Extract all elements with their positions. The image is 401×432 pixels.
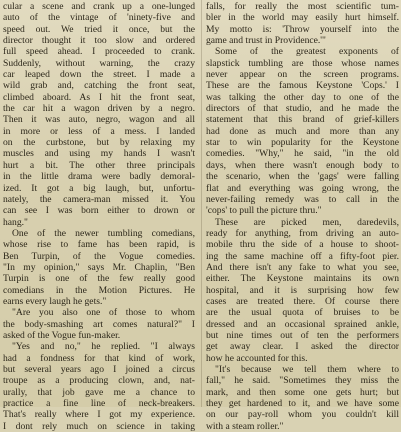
text-line: had done as much and more than any <box>206 125 399 137</box>
text-line: they get hardened to it, and we have some <box>206 398 399 410</box>
text-line: the scenario, when the 'gags' were falling <box>206 171 399 183</box>
text-line: in the little drama were badly demoral- <box>3 171 195 183</box>
text-line: Some of the greatest exponents of <box>215 46 399 58</box>
text-line: nately, the camera-man missed it. You <box>3 193 195 205</box>
text-line: bler in the world may easily hurt himself. <box>206 12 399 24</box>
text-line: "In my opinion," says Mr. Chaplin, "Ben <box>3 261 195 273</box>
text-line: ing the same machine off a fifty-foot pier. <box>206 250 399 262</box>
text-line: wild grab and, catching the front seat, <box>3 80 195 92</box>
text-line: comedies. "Why," he said, "in the old <box>206 148 399 160</box>
text-line: never appear on the screen programs. <box>206 69 399 81</box>
text-line: never-failing remedy was to call in the <box>206 193 399 205</box>
text-line: whose rise to fame has been rapid, is <box>3 239 195 251</box>
column-divider <box>201 0 202 407</box>
text-line: auto of the vintage of 'ninety-five and <box>3 12 195 24</box>
text-line: was talking the other day to one of the <box>206 91 399 103</box>
text-line: car leaped down the street. I made a <box>3 69 195 81</box>
text-line: That's really where I got my experience. <box>3 409 195 421</box>
text-line: troupe as a producing clown, and, nat- <box>3 375 195 387</box>
text-line: are the usual quota of bruises to be <box>206 307 399 319</box>
text-line: And there isn't any fake to what you see, <box>206 261 399 273</box>
text-line: flat and everything was going wrong, the <box>206 182 399 194</box>
text-line: but several years ago I joined a circus <box>3 364 195 375</box>
text-line: cular a scene and crank up a one-lunged <box>3 1 195 12</box>
text-line: star to win popularity for the Keystone <box>206 137 399 149</box>
text-line: directors of that studio, and he made the <box>206 103 399 115</box>
text-line: climbed aboard. As I hit the front seat, <box>3 91 195 103</box>
text-line: either. The Keystone maintains its own <box>206 273 399 285</box>
text-line: earns every laugh he gets." <box>3 295 107 307</box>
text-line: Ben Turpin, of the Vogue comedies. <box>3 250 195 262</box>
text-line: mark, and then some one gets hurt; but <box>206 386 399 398</box>
text-line: on the curbstone, but by relaxing my <box>3 137 195 149</box>
text-line: hospital, and it is surprising how few <box>206 284 399 296</box>
text-line: comedians in the Motion Pictures. He <box>3 284 195 296</box>
text-line: days, when there wasn't enough body to <box>206 159 399 171</box>
right-column <box>206 1 399 432</box>
text-line: ized. It got a big laugh, but, unfortu- <box>3 182 195 194</box>
text-line: fall," he said. "Sometimes they miss the <box>206 375 399 387</box>
text-line: One of the newer tumbling comedians, <box>12 227 195 239</box>
text-line: ready for anything, from driving an auto- <box>206 227 399 239</box>
text-line: how he accounted for this. <box>206 352 308 364</box>
text-line: These are the famous Keystone 'Cops.' I <box>206 80 399 92</box>
left-column <box>3 1 195 432</box>
text-line: the car hit a wagon driven by a negro. <box>3 103 195 115</box>
text-line: statement that this brand of grief-killers <box>206 114 399 126</box>
text-line: urally, that job gave me a chance to <box>3 386 195 398</box>
text-line: had a fondness for that kind of work, <box>3 352 195 364</box>
text-line: cases are treated there. Of course there <box>206 295 399 307</box>
text-line: full speed ahead. I proceeded to crank. <box>3 46 195 58</box>
text-line: "It's because we tell them where to <box>215 364 399 375</box>
text-line: hang." <box>3 216 28 228</box>
text-line: mobile thru the side of a house to shoot- <box>206 239 399 251</box>
text-line: falls, for really the most scientific tum- <box>206 1 399 12</box>
text-line: game and trust in Providence.'" <box>206 35 326 47</box>
text-line: slapstick tumbling are those whose names <box>206 57 399 69</box>
text-line: I dont rely much on science in taking <box>3 420 195 432</box>
text-line: with a steam roller." <box>206 420 284 432</box>
text-line: asked of the Vogue fun-maker. <box>3 329 121 341</box>
text-line: Turpin is one of the few really good <box>3 273 195 285</box>
text-line: 'cops' to pull the picture thru." <box>206 205 322 217</box>
text-line: on our pay-roll whom you couldn't kill <box>206 409 399 421</box>
text-line: Suddenly, without warning, the crazy <box>3 57 195 69</box>
text-line: get away clear. I asked the director <box>206 341 399 353</box>
text-line: the body-smashing art comes natural?" I <box>3 318 195 330</box>
text-line: speed out. We tried it once, but the <box>3 23 195 35</box>
text-line: director thought it too slow and ordered <box>3 35 195 47</box>
text-line: "Yes and no," he replied. "I always <box>12 341 195 353</box>
text-line: practice a fine line of neck-breakers. <box>3 398 195 410</box>
text-line: can see I was born either to drown or <box>3 205 195 217</box>
text-line: dressed and an occasional sprained ankle, <box>206 318 399 330</box>
text-line: "Are you also one of those to whom <box>12 307 195 319</box>
text-line: but nine times out of ten the performers <box>206 329 399 341</box>
text-line: These are picked men, daredevils, <box>215 216 399 228</box>
text-line: in more or less of a mess. I landed <box>3 125 195 137</box>
text-line: muscles and using my hands I wasn't <box>3 148 195 160</box>
text-line: Then it was auto, negro, wagon and all <box>3 114 195 126</box>
text-line: My motto is: 'Throw yourself into the <box>206 23 399 35</box>
text-line: hurt a bit. The other three principals <box>3 159 195 171</box>
